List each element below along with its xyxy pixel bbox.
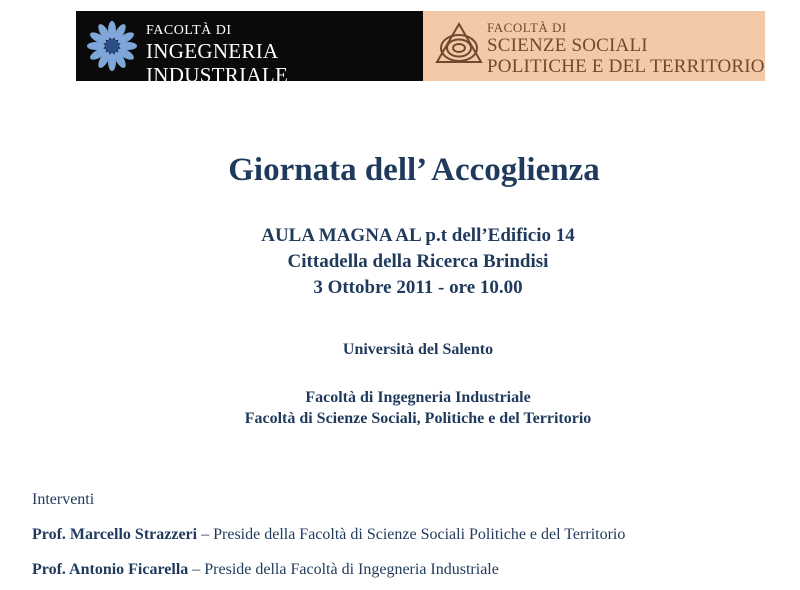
logo-scienze-sociali bbox=[423, 11, 765, 81]
speaker-name: Prof. Antonio Ficarella bbox=[32, 561, 189, 578]
faculties-block bbox=[0, 387, 800, 429]
faculty-line: Facoltà di Ingegneria Industriale bbox=[305, 389, 531, 406]
faculty-line: Facoltà di Scienze Sociali, Politiche e del Territorio bbox=[244, 410, 592, 427]
logo-bar bbox=[76, 11, 765, 87]
logo-ingegneria bbox=[76, 11, 423, 87]
venue-line: Cittadella della Ricerca Brindisi bbox=[287, 251, 549, 272]
interventi-label: Interventi bbox=[32, 491, 95, 508]
logo-right-big-1: SCIENZE SOCIALI bbox=[487, 35, 648, 56]
university-name: Università del Salento bbox=[342, 341, 494, 358]
logo-left-big: INGEGNERIA INDUSTRIALE bbox=[146, 39, 289, 87]
speaker-line bbox=[32, 561, 499, 579]
venue-block bbox=[0, 223, 800, 301]
speaker-name: Prof. Marcello Strazzeri bbox=[32, 526, 198, 543]
speaker-role: – Preside della Facoltà di Ingegneria Industriale bbox=[188, 561, 499, 578]
logo-right-big-2: POLITICHE E DEL TERRITORIO bbox=[487, 56, 765, 77]
spiral-icon bbox=[431, 18, 487, 74]
speaker-line bbox=[32, 526, 625, 544]
logo-left-small: FACOLTÀ DI bbox=[146, 23, 232, 38]
event-date: 3 Ottobre 2011 - ore 10.00 bbox=[313, 277, 523, 298]
venue-line: AULA MAGNA AL p.t dell’Edificio 14 bbox=[261, 225, 575, 246]
page-title: Giornata dell’ Accoglienza bbox=[228, 152, 600, 188]
speaker-role: – Preside della Facoltà di Scienze Sociali Politiche e del Territorio bbox=[197, 526, 626, 543]
logo-right-small: FACOLTÀ DI bbox=[487, 20, 567, 35]
flower-icon bbox=[86, 20, 138, 72]
